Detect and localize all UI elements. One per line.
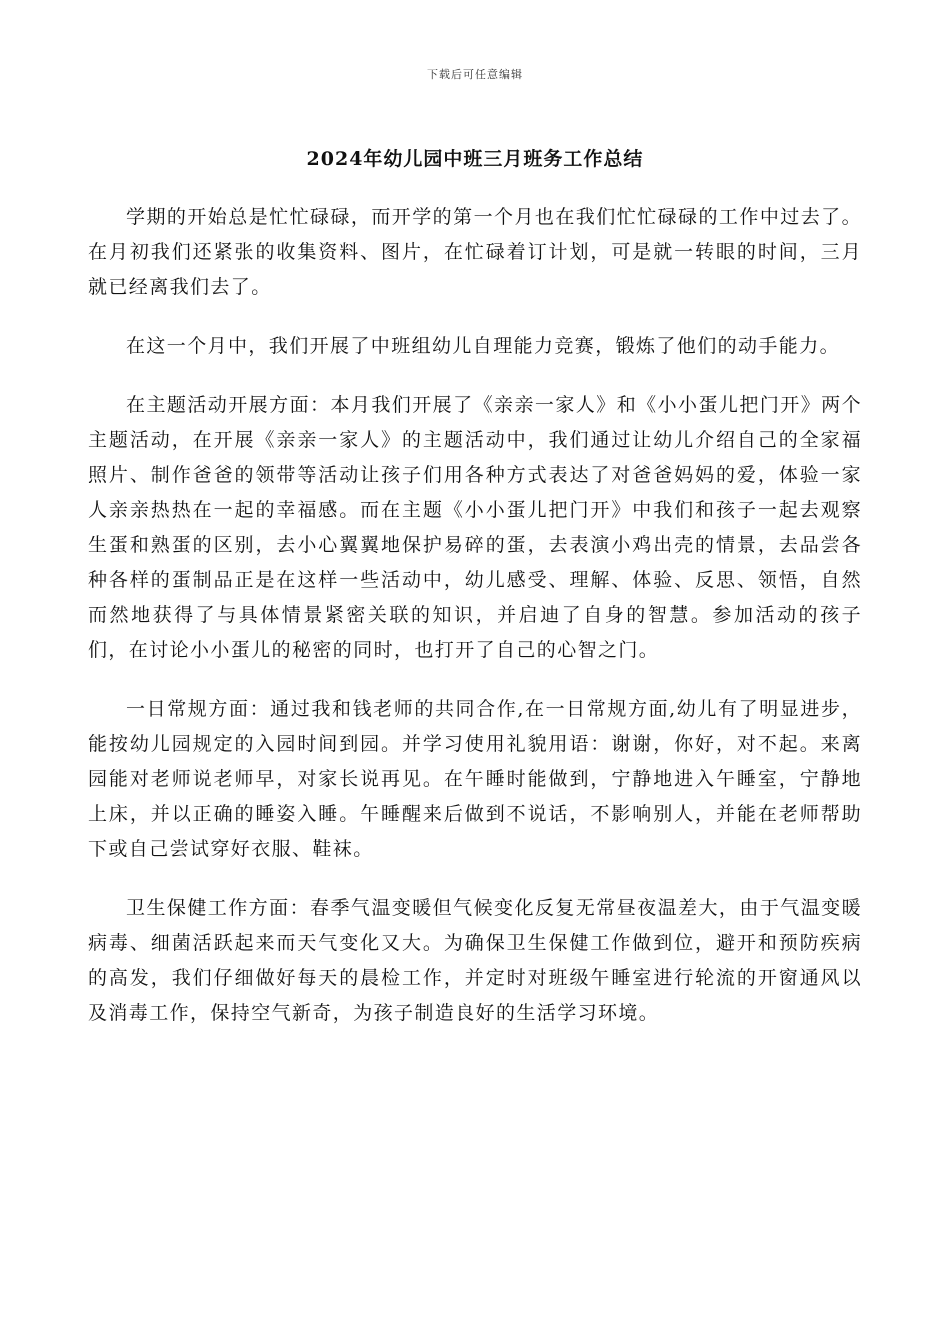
paragraph-intro: 学期的开始总是忙忙碌碌，而开学的第一个月也在我们忙忙碌碌的工作中过去了。在月初我们还紧张的收集资料、图片，在忙碌着订计划，可是就一转眼的时间，三月就已经离我们去了。 — [88, 206, 862, 298]
document-body — [88, 200, 862, 1055]
paragraph-health-care: 卫生保健工作方面：春季气温变暖但气候变化反复无常昼夜温差大，由于气温变暖病毒、细菌活跃起来而天气变化又大。为确保卫生保健工作做到位，避开和预防疾病的高发，我们仔细做好每天的晨检工作，并定时对班级午睡室进行轮流的开窗通风以及消毒工作，保持空气新奇，为孩子制造良好的生活学习环境。 — [88, 897, 862, 1024]
header-note: 下载后可任意编辑 — [427, 68, 523, 81]
paragraph-theme-activities: 在主题活动开展方面：本月我们开展了《亲亲一家人》和《小小蛋儿把门开》两个主题活动，在开展《亲亲一家人》的主题活动中，我们通过让幼儿介绍自己的全家福照片、制作爸爸的领带等活动让孩子们用各种方式表达了对爸爸妈妈的爱，体验一家人亲亲热热在一起的幸福感。而在主题《小小蛋儿把门开》中我们和孩子一起去观察生蛋和熟蛋的区别，去小心翼翼地保护易碎的蛋，去表演小鸡出壳的情景，去品尝各种各样的蛋制品正是在这样一些活动中，幼儿感受、理解、体验、反思、领悟，自然而然地获得了与具体情景紧密关联的知识，并启迪了自身的智慧。参加活动的孩子们，在讨论小小蛋儿的秘密的同时，也打开了自己的心智之门。 — [88, 394, 862, 661]
paragraph-competition: 在这一个月中，我们开展了中班组幼儿自理能力竞赛，锻炼了他们的动手能力。 — [126, 335, 841, 357]
paragraph-daily-routine: 一日常规方面：通过我和钱老师的共同合作,在一日常规方面,幼儿有了明显进步，能按幼儿园规定的入园时间到园。并学习使用礼貌用语：谢谢，你好，对不起。来离园能对老师说老师早，对家长说再见。在午睡时能做到，宁静地进入午睡室，宁静地上床，并以正确的睡姿入睡。午睡醒来后做到不说话，不影响别人，并能在老师帮助下或自己尝试穿好衣服、鞋袜。 — [88, 698, 862, 860]
document-title: 2024年幼儿园中班三月班务工作总结 — [306, 148, 644, 170]
